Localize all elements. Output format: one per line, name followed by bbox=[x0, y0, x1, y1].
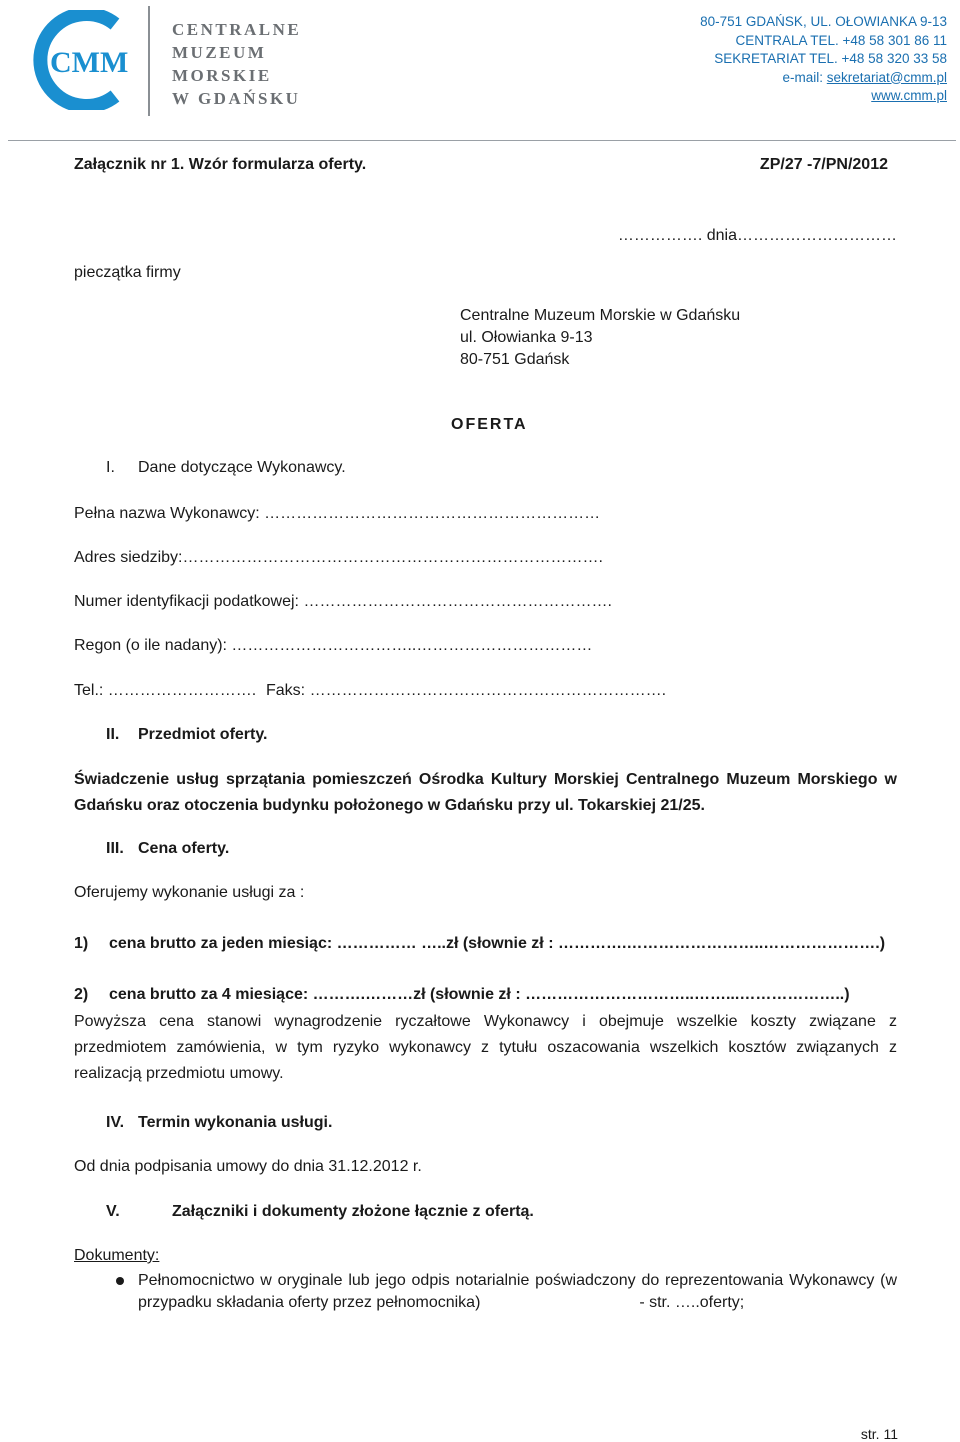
section-2-title: Przedmiot oferty. bbox=[138, 726, 268, 743]
field-regon: Regon (o ile nadany): ……………………………..…………………………… bbox=[74, 637, 593, 654]
term-text: Od dnia podpisania umowy do dnia 31.12.2012 r. bbox=[74, 1158, 422, 1175]
section-1-number: I. bbox=[106, 459, 115, 476]
contact-block bbox=[700, 13, 947, 106]
museum-name-line: CENTRALNE bbox=[172, 20, 302, 39]
offer-subject: Świadczenie usług sprzątania pomieszczeń Ośrodka Kultury Morskiej Centralnego Muzeum Morskiego w Gdańsku oraz otoczenia budynku położonego w Gdańsku przy ul. Tokarskiej 21/25. bbox=[74, 771, 897, 814]
price-1-text: cena brutto za jeden miesiąc: …………… …..zł (słownie zł : ………….……………………..………………….) bbox=[109, 935, 886, 952]
email-label: e-mail: bbox=[782, 69, 827, 85]
section-3-title: Cena oferty. bbox=[138, 840, 230, 857]
contact-secretariat-tel: SEKRETARIAT TEL. +48 58 320 33 58 bbox=[714, 51, 947, 66]
price-1-number: 1) bbox=[74, 935, 89, 952]
document-item-suffix: - str. …..oferty; bbox=[639, 1294, 745, 1311]
date-line: ……………. dnia………………………… bbox=[617, 227, 897, 244]
section-4-number: IV. bbox=[106, 1114, 125, 1131]
field-tel: Tel.: ………………………. bbox=[74, 682, 257, 699]
offer-title: OFERTA bbox=[451, 416, 528, 433]
price-intro: Oferujemy wykonanie usługi za : bbox=[74, 884, 305, 901]
section-4-title: Termin wykonania usługi. bbox=[138, 1114, 333, 1131]
section-1-title: Dane dotyczące Wykonawcy. bbox=[138, 459, 346, 476]
museum-name bbox=[172, 18, 322, 110]
recipient-line: 80-751 Gdańsk bbox=[460, 351, 570, 368]
contact-email-row bbox=[700, 69, 947, 88]
museum-name-line: W GDAŃSKU bbox=[172, 89, 301, 108]
documents-label: Dokumenty: bbox=[74, 1247, 160, 1264]
price-2-number: 2) bbox=[74, 986, 89, 1003]
page-number: str. 11 bbox=[860, 1426, 898, 1442]
logo-letters: CMM bbox=[50, 46, 129, 79]
cmm-logo-icon bbox=[20, 10, 150, 110]
attachment-title: Załącznik nr 1. Wzór formularza oferty. bbox=[74, 156, 367, 173]
document-item-text: Pełnomocnictwo w oryginale lub jego odpis notarialnie poświadczony do reprezentowania Wykonawcy (w przypadku składania oferty przez pełnomocnika) bbox=[138, 1272, 897, 1311]
contact-central-tel: CENTRALA TEL. +48 58 301 86 11 bbox=[735, 32, 947, 48]
section-2-number: II. bbox=[106, 726, 120, 743]
field-fax: Faks: …………………………………………………………. bbox=[266, 682, 667, 699]
header-divider bbox=[148, 6, 150, 116]
field-full-name: Pełna nazwa Wykonawcy: ……………………………………………………… bbox=[74, 505, 601, 522]
email-link[interactable]: sekretariat@cmm.pl bbox=[826, 69, 947, 85]
section-3-number: III. bbox=[106, 840, 124, 857]
section-5-title: Załączniki i dokumenty złożone łącznie z ofertą. bbox=[172, 1203, 534, 1220]
stamp-label: pieczątka firmy bbox=[74, 264, 181, 281]
price-note: Powyższa cena stanowi wynagrodzenie ryczałtowe Wykonawcy i obejmuje wszelkie koszty związane z przedmiotem zamówienia, w tym ryzyko wykonawcy z tytułu oszacowania wszelkich kosztów związanych z realizacją przedmiotu umowy. bbox=[74, 1013, 897, 1082]
field-address: Adres siedziby:……………………………………………………………………. bbox=[74, 549, 603, 566]
museum-name-line: MUZEUM bbox=[172, 43, 267, 62]
header-rule bbox=[8, 140, 956, 141]
reference-number: ZP/27 -7/PN/2012 bbox=[759, 156, 888, 173]
field-nip: Numer identyfikacji podatkowej: …………………………………………………. bbox=[74, 593, 612, 610]
section-5-number: V. bbox=[106, 1203, 120, 1220]
document-item bbox=[138, 1270, 897, 1314]
contact-address: 80-751 GDAŃSK, UL. OŁOWIANKA 9-13 bbox=[700, 14, 947, 29]
website-link[interactable]: www.cmm.pl bbox=[871, 88, 947, 103]
recipient-line: Centralne Muzeum Morskie w Gdańsku bbox=[460, 307, 741, 324]
price-2-text: cena brutto za 4 miesiące: ……….………zł (słownie zł : …………………………..……...………………..) bbox=[109, 986, 850, 1003]
recipient-address bbox=[460, 305, 740, 371]
recipient-line: ul. Ołowianka 9-13 bbox=[460, 329, 593, 346]
bullet-icon bbox=[116, 1277, 124, 1285]
museum-name-line: MORSKIE bbox=[172, 66, 272, 85]
